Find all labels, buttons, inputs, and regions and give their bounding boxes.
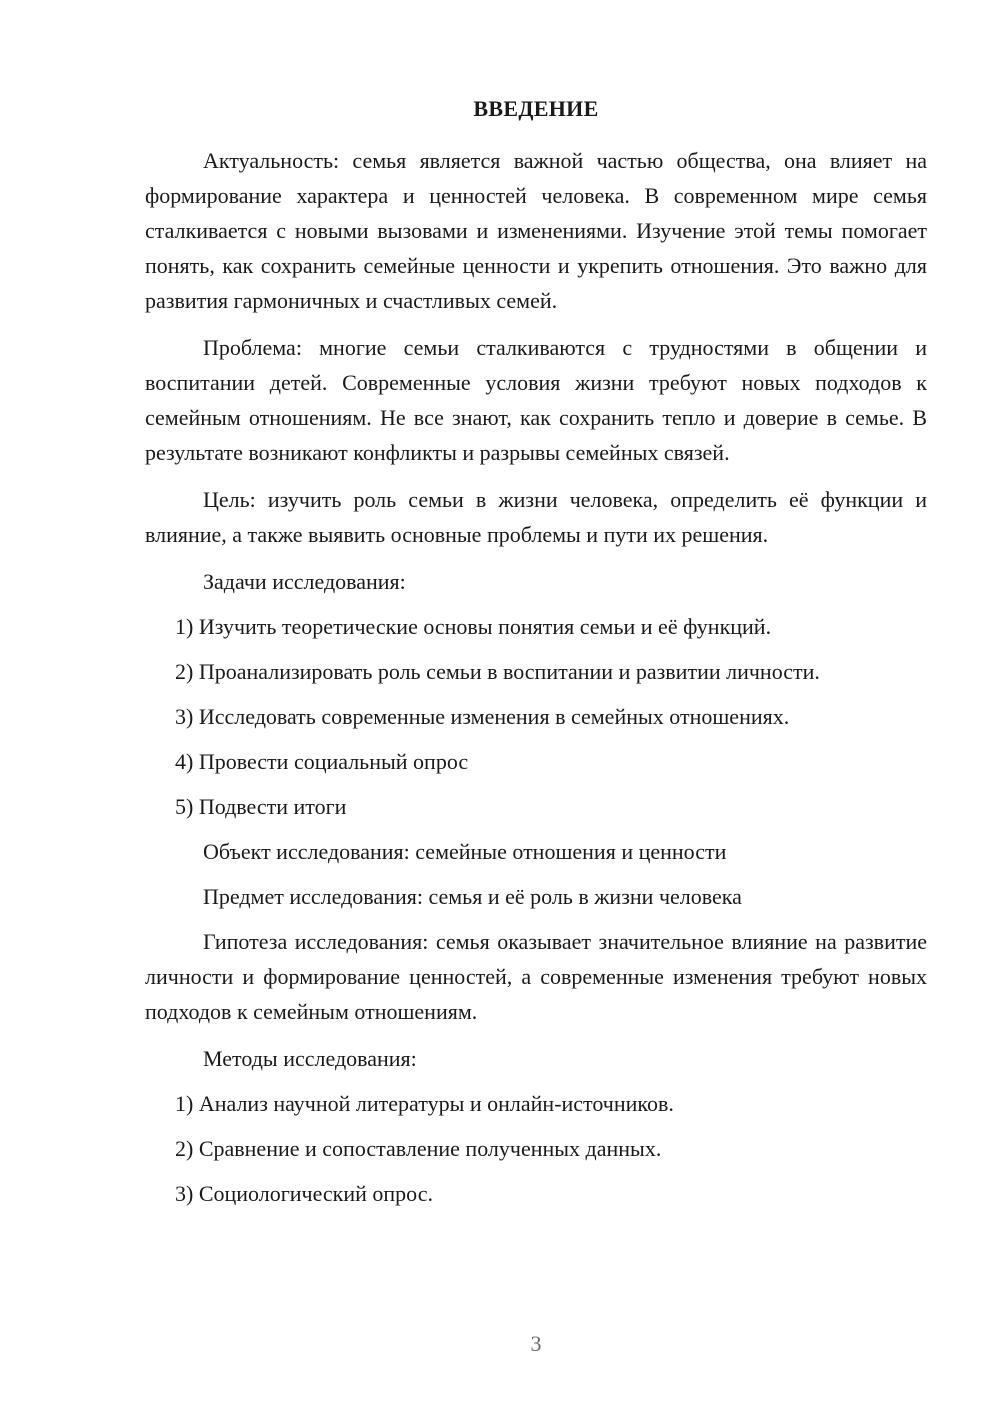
- methods-list: [145, 1086, 927, 1211]
- relevance-paragraph: Актуальность: семья является важной частью общества, она влияет на формирование характера и ценностей человека. В современном мире семья сталкивается с новыми вызовами и изменениями. Изучение этой темы помогает понять, как сохранить семейные ценности и укрепить отношения. Это важно для развития гармоничных и счастливых семей.: [145, 148, 927, 313]
- list-item: 2) Проанализировать роль семьи в воспитании и развитии личности.: [175, 659, 820, 684]
- list-item: 1) Анализ научной литературы и онлайн-источников.: [175, 1091, 674, 1116]
- list-item: 3) Социологический опрос.: [175, 1181, 433, 1206]
- tasks-list: [145, 609, 927, 824]
- tasks-title: Задачи исследования:: [203, 569, 406, 594]
- section-heading: ВВЕДЕНИЕ: [473, 96, 599, 121]
- list-item: 3) Исследовать современные изменения в семейных отношениях.: [175, 704, 790, 729]
- list-item: 2) Сравнение и сопоставление полученных данных.: [175, 1136, 662, 1161]
- research-object: Объект исследования: семейные отношения и ценности: [203, 839, 727, 864]
- page-number: 3: [530, 1331, 542, 1356]
- list-item: 5) Подвести итоги: [175, 794, 347, 819]
- document-body: [145, 143, 927, 1221]
- research-subject: Предмет исследования: семья и её роль в жизни человека: [203, 884, 742, 909]
- list-item: 1) Изучить теоретические основы понятия семьи и её функций.: [175, 614, 772, 639]
- goal-paragraph: Цель: изучить роль семьи в жизни человека, определить её функции и влияние, а также выявить основные проблемы и пути их решения.: [145, 487, 927, 547]
- problem-paragraph: Проблема: многие семьи сталкиваются с трудностями в общении и воспитании детей. Современные условия жизни требуют новых подходов к семейным отношениям. Не все знают, как сохранить тепло и доверие в семье. В результате возникают конфликты и разрывы семейных связей.: [145, 335, 927, 465]
- hypothesis-paragraph: Гипотеза исследования: семья оказывает значительное влияние на развитие личности и формирование ценностей, а современные изменения требуют новых подходов к семейным отношениям.: [145, 929, 927, 1024]
- list-item: 4) Провести социальный опрос: [175, 749, 469, 774]
- methods-title: Методы исследования:: [203, 1046, 417, 1071]
